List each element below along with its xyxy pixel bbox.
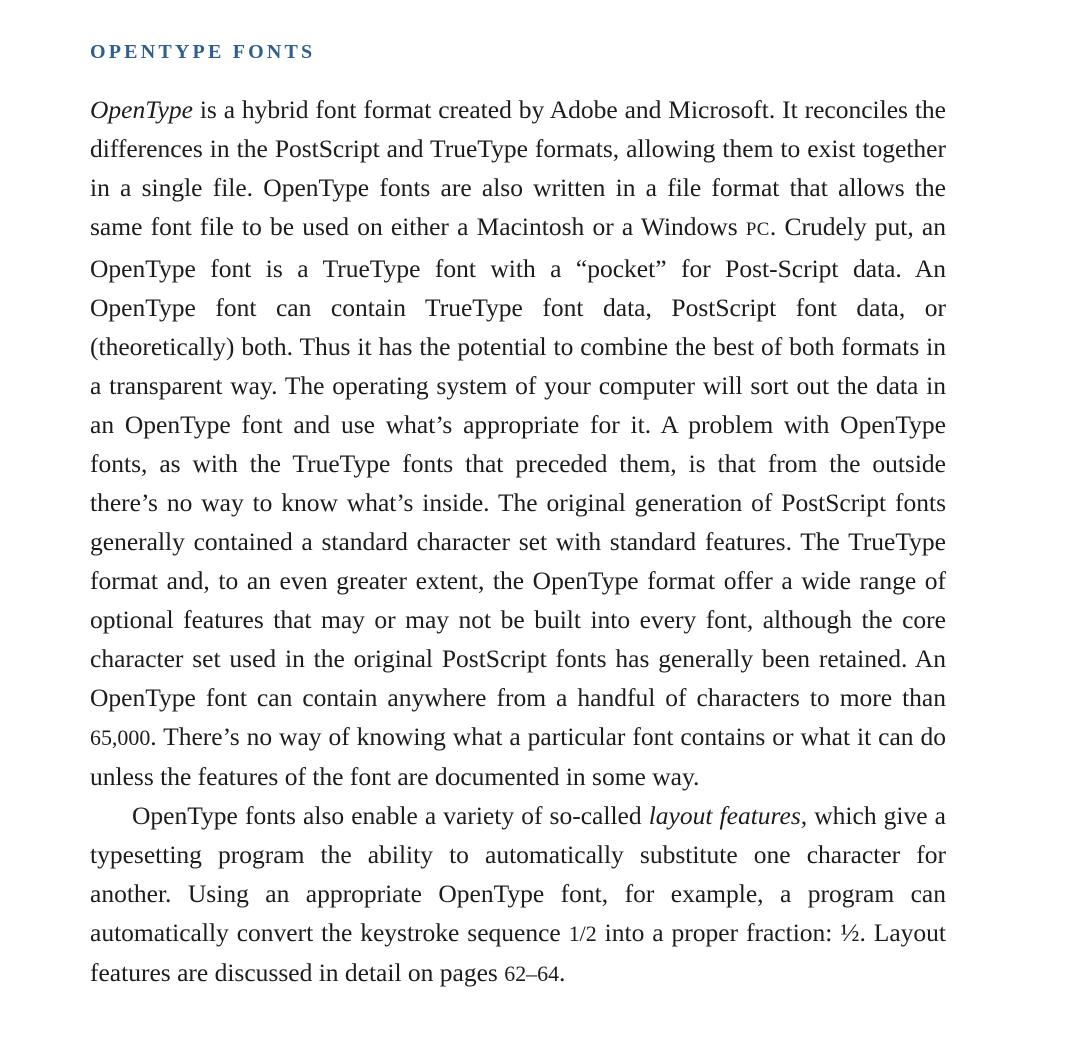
paragraph-1-text-c: . There’s no way of knowing what a particular font contains or what it can do unless the features of the font are documented in some way. xyxy=(90,722,946,791)
paragraph-2-text-b: which give a typesetting program the ability to automatically substitute one character for another. Using an appropriate OpenType font, for example, a program can automatically convert the keystroke sequence xyxy=(90,801,946,947)
keystroke-sequence: 1/2 xyxy=(568,921,597,946)
page xyxy=(90,38,946,993)
character-count: 65,000 xyxy=(90,725,151,750)
paragraph-2-text-c: into a proper fraction: xyxy=(596,918,841,947)
fraction-glyph: ½ xyxy=(840,918,860,947)
pc-small-caps: PC xyxy=(745,219,770,240)
layout-features-term: layout features, xyxy=(648,801,808,830)
paragraph-1 xyxy=(90,90,946,796)
paragraph-2-text-a: OpenType fonts also enable a variety of so-called xyxy=(132,801,649,830)
paragraph-1-text-a: is a hybrid font format created by Adobe and Microsoft. It reconciles the differences in the PostScript and TrueType formats, allowing them to exist together in a single file. OpenType fonts are also written in a file format that allows the same font file to be used on either a Macintosh or a Windows xyxy=(90,95,946,241)
paragraph-2 xyxy=(90,796,946,993)
paragraph-1-text-b: . Crudely put, an OpenType font is a TrueType font with a “pocket” for Post-Script data. An OpenType font can contain TrueType font data, PostScript font data, or (theoretically) both. Thus it has the potential to combine the best of both formats in a transparent way. The operating system of your computer will sort out the data in an OpenType font and use what’s appropriate for it. A problem with OpenType fonts, as with the TrueType fonts that preceded them, is that from the outside there’s no way to know what’s inside. The original generation of PostScript fonts generally contained a standard character set with standard features. The TrueType format and, to an even greater extent, the OpenType format offer a wide range of optional features that may or may not be built into every font, although the core character set used in the original PostScript fonts has generally been retained. An OpenType font can contain anywhere from a handful of characters to more than xyxy=(90,212,946,712)
paragraph-2-text-d: . Layout features are discussed in detail on pages xyxy=(90,918,946,987)
paragraph-2-text-e: . xyxy=(559,958,566,987)
opentype-lead-term: OpenType xyxy=(90,95,193,124)
section-heading: OPENTYPE FONTS xyxy=(90,41,316,63)
page-reference: 62–64 xyxy=(504,961,560,986)
